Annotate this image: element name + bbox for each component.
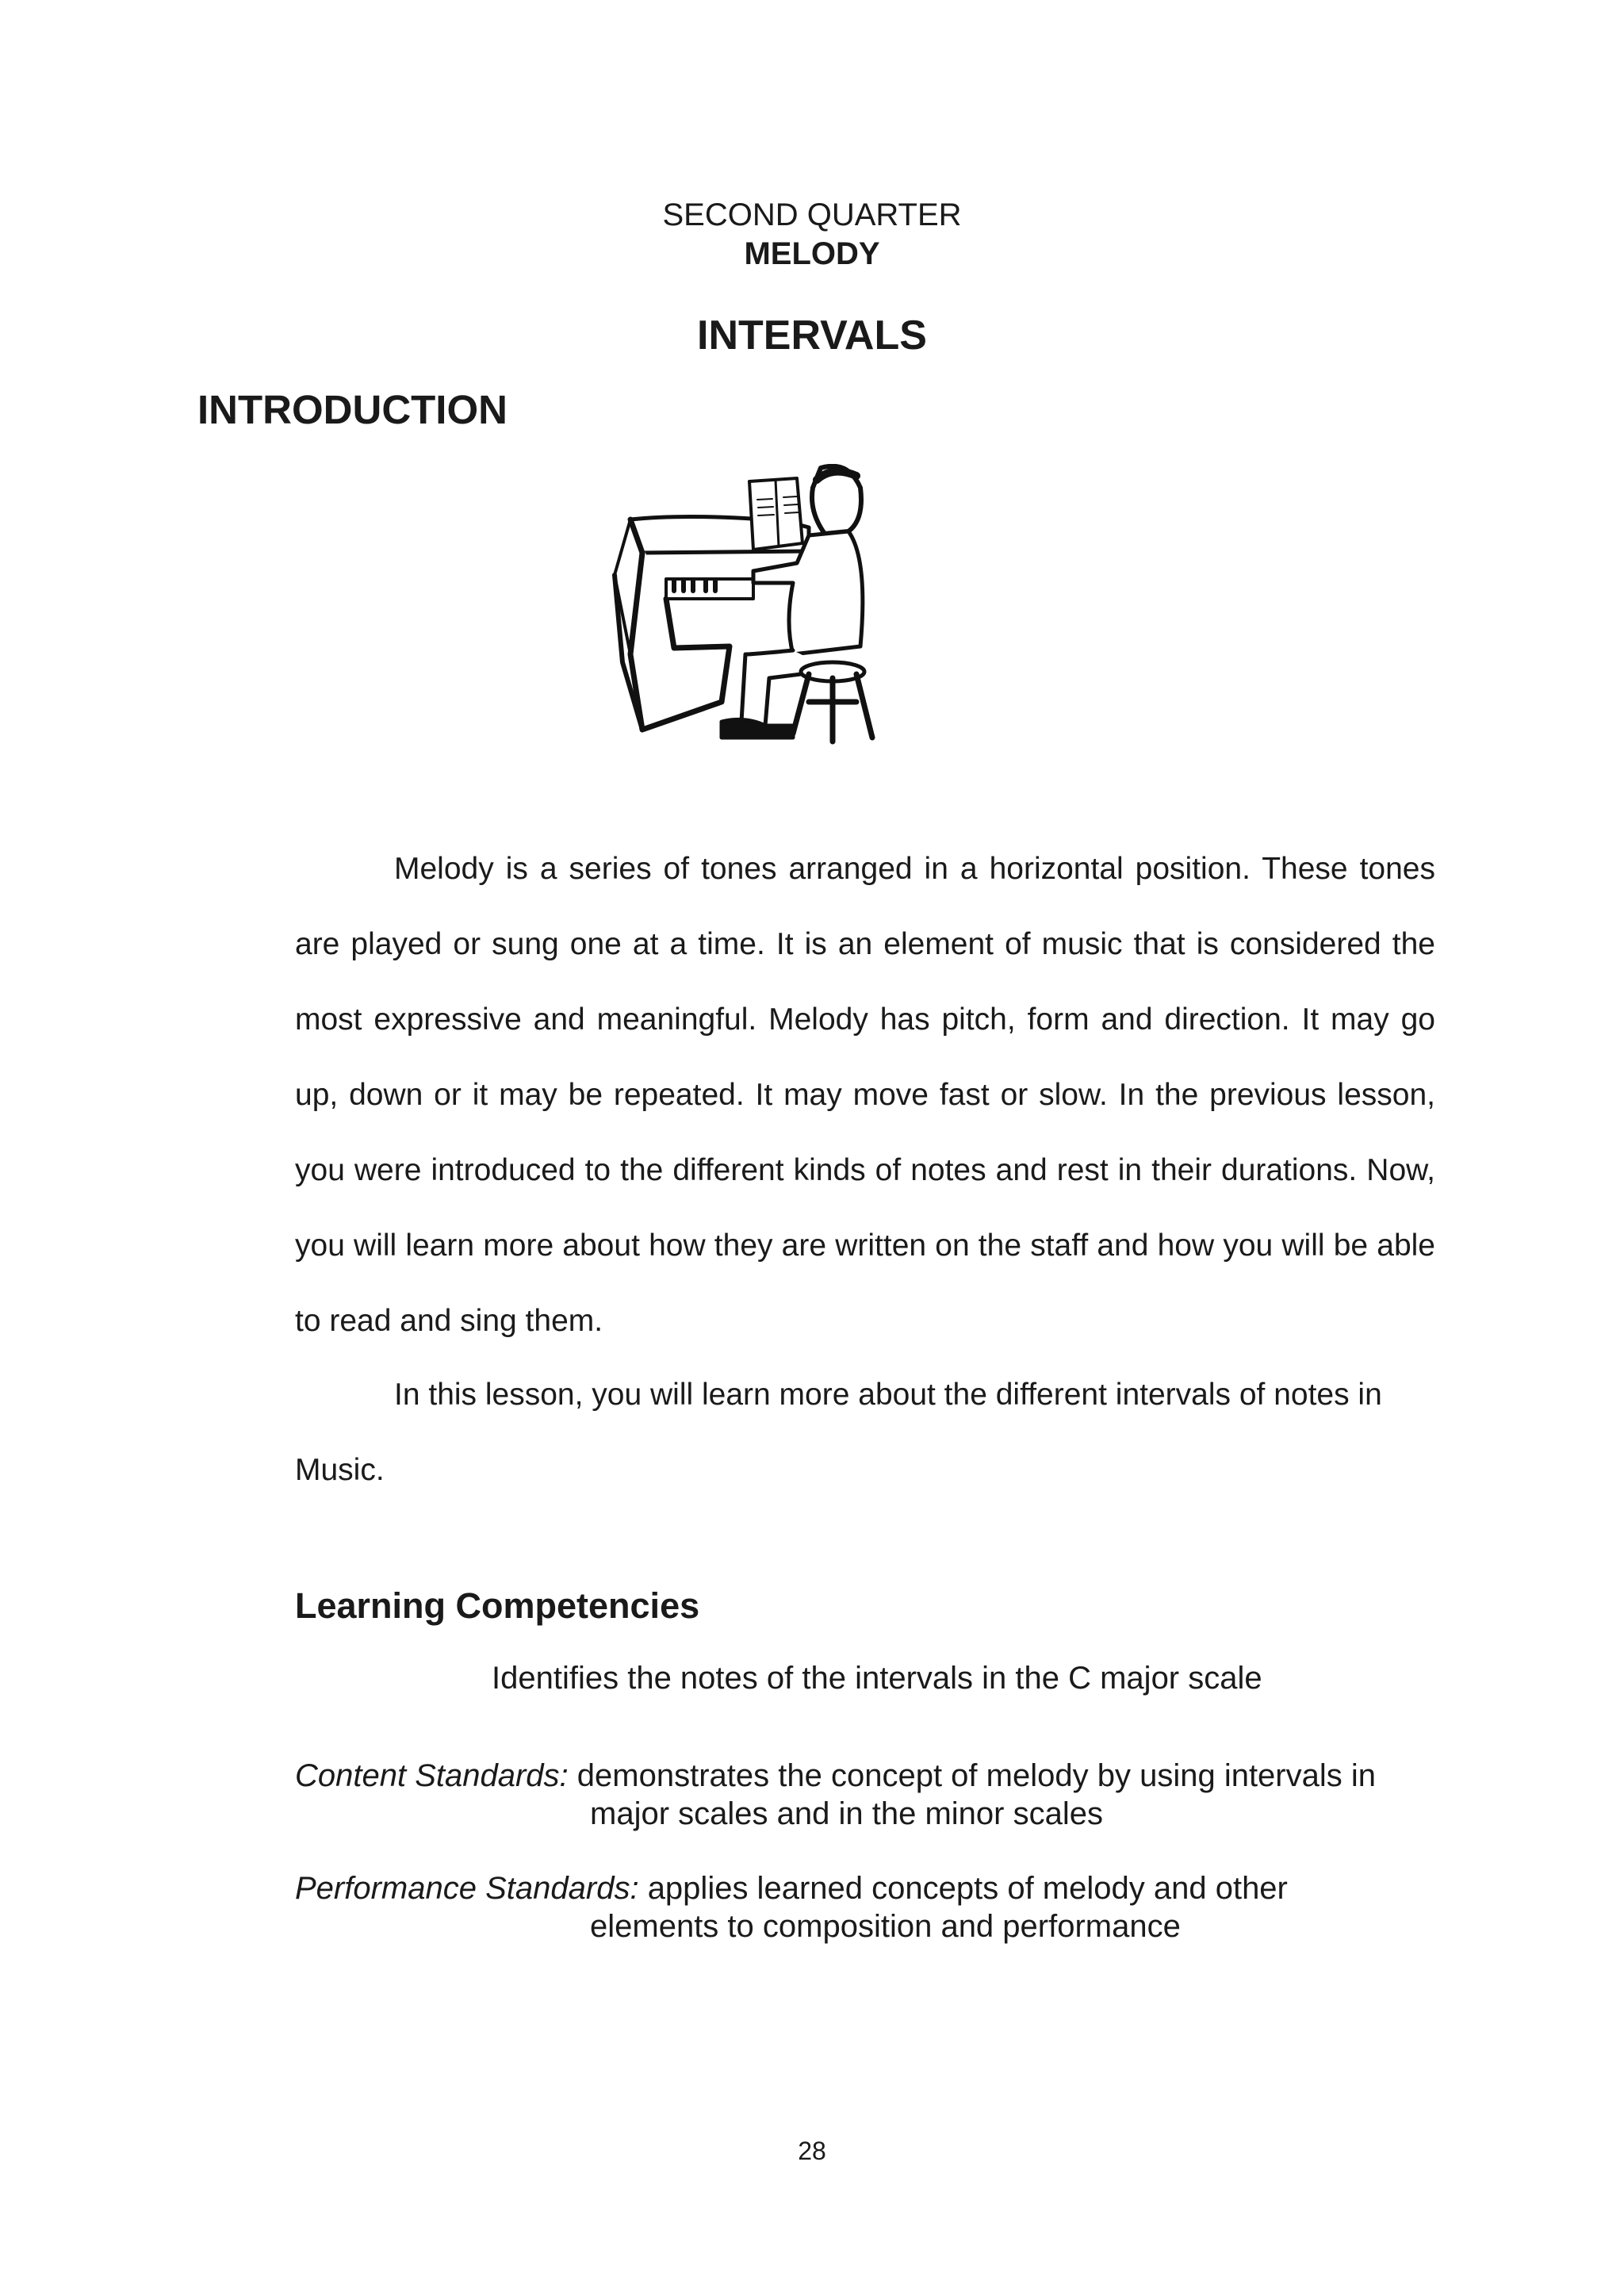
lesson-paragraph-text: In this lesson, you will learn more about the different intervals of notes in Music. — [295, 1378, 1382, 1487]
unit-label: MELODY — [744, 236, 880, 271]
content-standards-label: Content Standards: — [295, 1758, 569, 1793]
child-playing-piano-illustration — [595, 464, 944, 813]
content-standards-line1: demonstrates the concept of melody by using intervals in — [576, 1758, 1377, 1793]
introduction-heading: INTRODUCTION — [197, 387, 508, 432]
introduction-paragraph — [295, 831, 1435, 1359]
quarter-label: SECOND QUARTER — [662, 197, 962, 232]
performance-standards-line2: elements to composition and performance — [590, 1909, 1181, 1944]
competencies-text: Identifies the notes of the intervals in the C major scale — [492, 1661, 1262, 1696]
content-standards-line2: major scales and in the minor scales — [590, 1796, 1103, 1831]
lesson-paragraph — [295, 1357, 1435, 1508]
performance-standards-label: Performance Standards: — [295, 1871, 639, 1906]
introduction-paragraph-text: Melody is a series of tones arranged in a horizontal position. These tones are played or sung one at a time. It is an element of music that is considered the most expressive and meaningful. Melody has pitch, form and direction. It may go up, down or it may be repeated. It may move fast or slow. In the previous lesson, you were introduced to the different kinds of notes and rest in their durations. Now, you will learn more about how they are written on the staff and how you will be able to read and sing them. — [295, 852, 1435, 1338]
page-title: INTERVALS — [697, 312, 927, 358]
piano-keyboard — [666, 579, 753, 599]
performance-standards-line1: applies learned concepts of melody and other — [647, 1871, 1288, 1906]
competencies-heading: Learning Competencies — [295, 1585, 700, 1626]
page-number: 28 — [798, 2137, 826, 2165]
performance-standards — [295, 1869, 1445, 1945]
content-standards — [295, 1757, 1445, 1833]
